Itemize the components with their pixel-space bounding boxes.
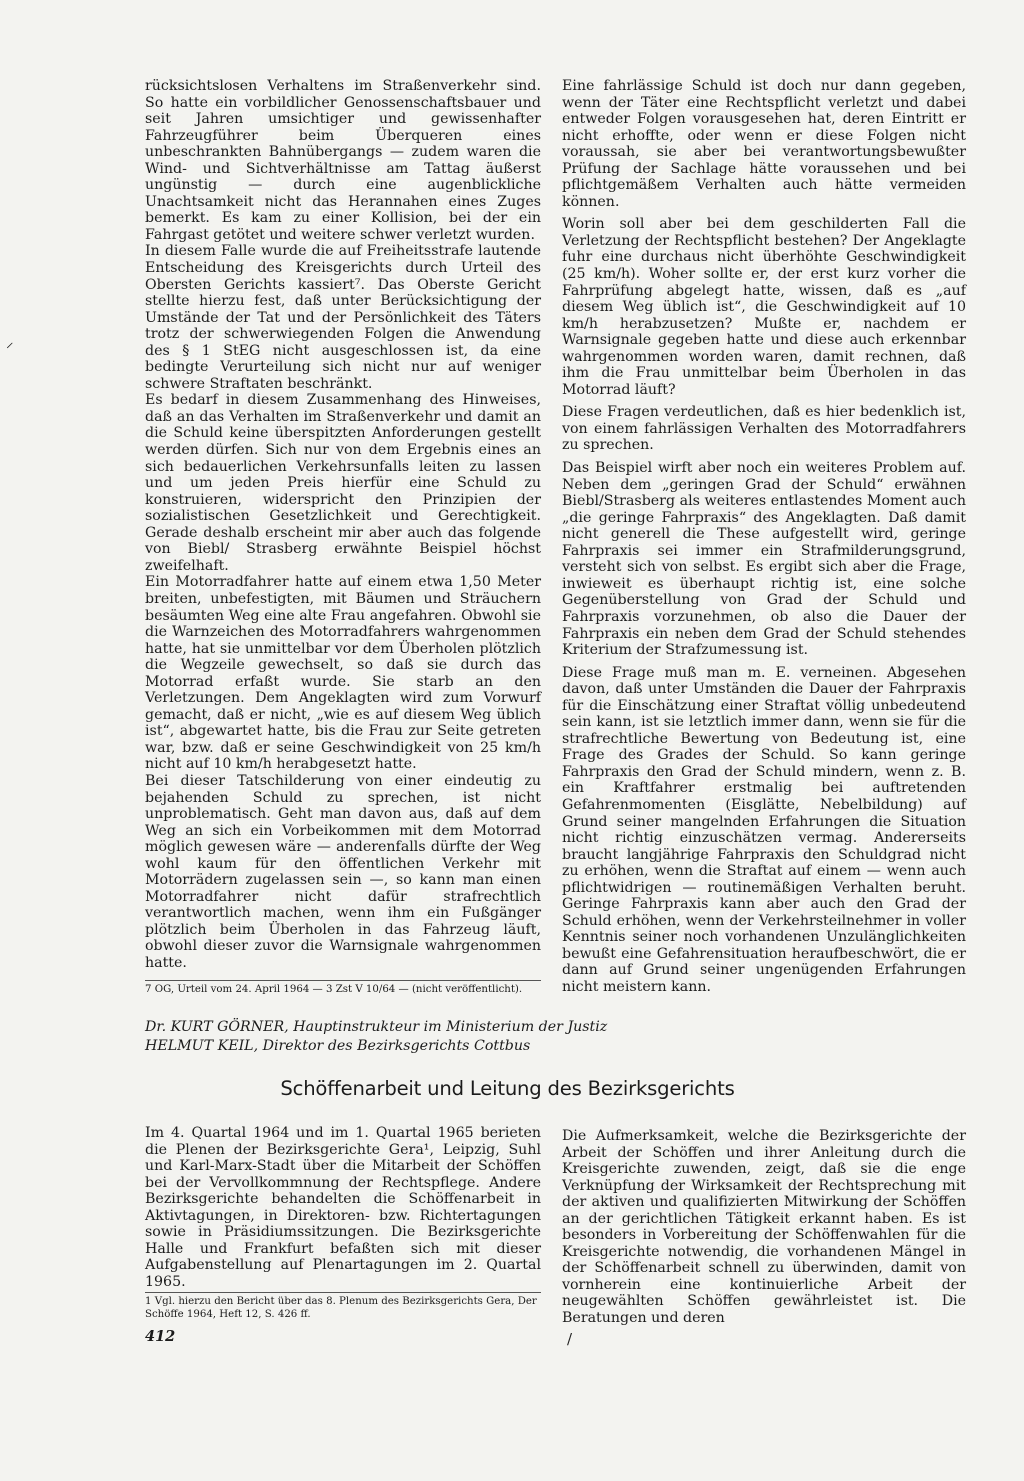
paragraph: Diese Frage muß man m. E. verneinen. Abgesehen davon, daß unter Umständen die Dauer der Fahrpraxis für die Einschätzung einer Straftat völlig unbedeutend sein kann, ist sie letztlich immer dann, wenn sie für die strafrechtliche Bewertung von Bedeutung ist, eine Frage des Grades der Schuld. So kann geringe Fahrpraxis den Grad der Schuld mindern, wenn z. B. ein Kraftfahrer erstmalig bei auftretenden Gefahrenmomenten (Eisglätte, Nebelbildung) auf Grund seiner mangelnden Erfahrungen die Situation nicht richtig einzuschätzen vermag. Andererseits braucht langjährige Fahrpraxis den Schuldgrad nicht zu erhöhen, wenn die Straftat auf einem — wenn auch pflichtwidrigen — routinemäßigen Verhalten beruht. Geringe Fahrpraxis kann aber auch den Grad der Schuld erhöhen, wenn der Verkehrsteilnehmer in voller Kenntnis seiner noch vorhandenen Unzulänglichkeiten bewußt eine Gefahrensituation heraufbeschwört, die er dann auf Grund seiner ungenügenden Erfahrungen nicht meistern kann. — [562, 664, 966, 995]
paragraph: Die Aufmerksamkeit, welche die Bezirksgerichte der Arbeit der Schöffen und ihrer Anleitung durch die Kreisgerichte zuwenden, zeigt, daß sie die enge Verknüpfung der Wirksamkeit der Rechtsprechung mit der aktiven und qualifizierten Mitwirkung der Schöffen an der gerichtlichen Tätigkeit erkannt haben. Es ist besonders in Vorbereitung der Schöffenwahlen für die Kreisgerichte notwendig, die vorhandenen Mängel in der Schöffenarbeit schnell zu überwinden, damit von vornherein eine kontinuierliche Arbeit der neugewählten Schöffen gewährleistet ist. Die Beratungen und deren — [562, 1128, 966, 1327]
author-line: HELMUT KEIL, Direktor des Bezirksgerichts Cottbus — [145, 1037, 531, 1054]
article-headline: Schöffenarbeit und Leitung des Bezirksgerichts — [280, 1077, 735, 1100]
paragraph: Bei dieser Tatschilderung von einer eindeutig zu bejahenden Schuld zu sprechen, ist nicht unproblematisch. Geht man davon aus, daß auf dem Weg an sich ein Vorbeikommen mit dem Motorrad möglich gewesen wäre — anderenfalls dürfte der Weg wohl kaum für den öffentlichen Verkehr mit Motorrädern zugelassen sein —, so kann man einen Motorradfahrer nicht dafür strafrechtlich verantwortlich machen, wenn ihm ein Fußgänger plötzlich beim Überholen in das Fahrzeug läuft, obwohl dieser zuvor die Warnsignale wahrgenommen hatte. — [145, 772, 541, 971]
page-number: 412 — [145, 1328, 176, 1345]
article2-column-right — [562, 1128, 966, 1327]
margin-mark: ⸝ — [6, 333, 14, 351]
article-column-right — [562, 78, 966, 996]
article2-column-left — [145, 1125, 541, 1321]
margin-mark: / — [567, 1330, 573, 1348]
paragraph: Das Beispiel wirft aber noch ein weiteres Problem auf. Neben dem „geringen Grad der Schuld“ erwähnen Biebl/Strasberg als weiteres entlastendes Moment auch „die geringe Fahrpraxis“ des Angeklagten. Daß damit nicht generell die These aufgestellt wird, geringe Fahrpraxis sei immer ein Strafmilderungsgrund, versteht sich von selbst. Es ergibt sich aber die Frage, inwieweit es überhaupt richtig ist, eine solche Gegenüberstellung von Grad der Schuld und Fahrpraxis vorzunehmen, ob also die Dauer der Fahrpraxis ein neben dem Grad der Schuld stehendes Kriterium der Strafzumessung ist. — [562, 460, 966, 659]
paragraph: In diesem Falle wurde die auf Freiheitsstrafe lautende Entscheidung des Kreisgerichts durch Urteil des Obersten Gerichts kassiert⁷. Das Oberste Gericht stellte hierzu fest, daß unter Berücksichtigung der Umstände der Tat und der Persönlichkeit des Täters trotz der schwerwiegenden Folgen die Anwendung des § 1 StEG nicht ausgeschlossen ist, da eine bedingte Verurteilung sich nicht nur auf weniger schwere Straftaten beschränkt. — [145, 243, 541, 392]
paragraph: rücksichtslosen Verhaltens im Straßenverkehr sind. So hatte ein vorbildlicher Genossenschaftsbauer und seit Jahren umsichtiger und gewissenhafter Fahrzeugführer beim Überqueren eines unbeschrankten Bahnübergangs — zudem waren die Wind- und Sichtverhältnisse am Tattag äußerst ungünstig — durch eine augenblickliche Unachtsamkeit nicht das Herannahen eines Zuges bemerkt. Es kam zu einer Kollision, bei der ein Fahrgast getötet und weitere schwer verletzt wurden. — [145, 78, 541, 243]
author-line: Dr. KURT GÖRNER, Hauptinstrukteur im Ministerium der Justiz — [145, 1019, 608, 1035]
article-column-left — [145, 78, 541, 996]
footnote: 1 Vgl. hierzu den Bericht über das 8. Plenum des Bezirksgerichts Gera, Der Schöffe 1964, Heft 12, S. 426 ff. — [145, 1292, 541, 1321]
footnote: 7 OG, Urteil vom 24. April 1964 — 3 Zst V 10/64 — (nicht veröffentlicht). — [145, 980, 541, 997]
paragraph: Es bedarf in diesem Zusammenhang des Hinweises, daß an das Verhalten im Straßenverkehr und damit an die Schuld keine überspitzten Anforderungen gestellt werden dürfen. Sich nur von dem Ergebnis eines an sich bedauerlichen Verkehrsunfalls leiten zu lassen und um jeden Preis hierfür eine Schuld zu konstruieren, widerspricht den Prinzipien der sozialistischen Gesetzlichkeit und Gerechtigkeit. Gerade deshalb erscheint mir aber auch das folgende von Biebl/ Strasberg erwähnte Beispiel höchst zweifelhaft. — [145, 392, 541, 574]
paragraph: Diese Fragen verdeutlichen, daß es hier bedenklich ist, von einem fahrlässigen Verhalten des Motorradfahrers zu sprechen. — [562, 404, 966, 454]
paragraph: Ein Motorradfahrer hatte auf einem etwa 1,50 Meter breiten, unbefestigten, mit Bäumen und Sträuchern besäumten Weg eine alte Frau angefahren. Obwohl sie die Warnzeichen des Motorradfahrers wahrgenommen hatte, hat sie unmittelbar vor dem Überholen plötzlich die Wegzeile gewechselt, so daß sie durch das Motorrad erfaßt wurde. Sie starb an den Verletzungen. Dem Angeklagten wird zum Vorwurf gemacht, daß er nicht, „wie es auf diesem Weg üblich ist“, abgewartet hatte, bis die Frau zur Seite getreten war, bzw. daß er seine Geschwindigkeit von 25 km/h nicht auf 10 km/h herabgesetzt hatte. — [145, 574, 541, 773]
paragraph: Worin soll aber bei dem geschilderten Fall die Verletzung der Rechtspflicht bestehen? Der Angeklagte fuhr eine durchaus nicht überhöhte Geschwindigkeit (25 km/h). Woher sollte er, der erst kurz vorher die Fahrprüfung abgelegt hatte, wissen, daß es „auf diesem Weg üblich ist“, die Geschwindigkeit auf 10 km/h herabzusetzen? Mußte er, nachdem er Warnsignale gegeben hatte und diese auch erkennbar wahrgenommen worden waren, damit rechnen, daß ihm die Frau unmittelbar beim Überholen in das Motorrad läuft? — [562, 216, 966, 398]
author-byline — [145, 1018, 705, 1055]
paragraph: Im 4. Quartal 1964 und im 1. Quartal 1965 berieten die Plenen der Bezirksgerichte Gera¹, Leipzig, Suhl und Karl-Marx-Stadt über die Mitarbeit der Schöffen bei der Vervollkommnung der Rechtspflege. Andere Bezirksgerichte behandelten die Schöffenarbeit in Aktivtagungen, in Direktoren- bzw. Richtertagungen sowie in Präsidiumssitzungen. Die Bezirksgerichte Halle und Frankfurt befaßten sich mit dieser Aufgabenstellung auf Plenartagungen im 2. Quartal 1965. — [145, 1125, 541, 1290]
paragraph: Eine fahrlässige Schuld ist doch nur dann gegeben, wenn der Täter eine Rechtspflicht verletzt und dabei entweder Folgen vorausgesehen hat, deren Eintritt er nicht erhoffte, oder wenn er diese Folgen nicht voraussah, sie aber bei verantwortungsbewußter Prüfung der Sachlage hätte voraussehen und bei pflichtgemäßem Verhalten auch hätte vermeiden können. — [562, 78, 966, 210]
